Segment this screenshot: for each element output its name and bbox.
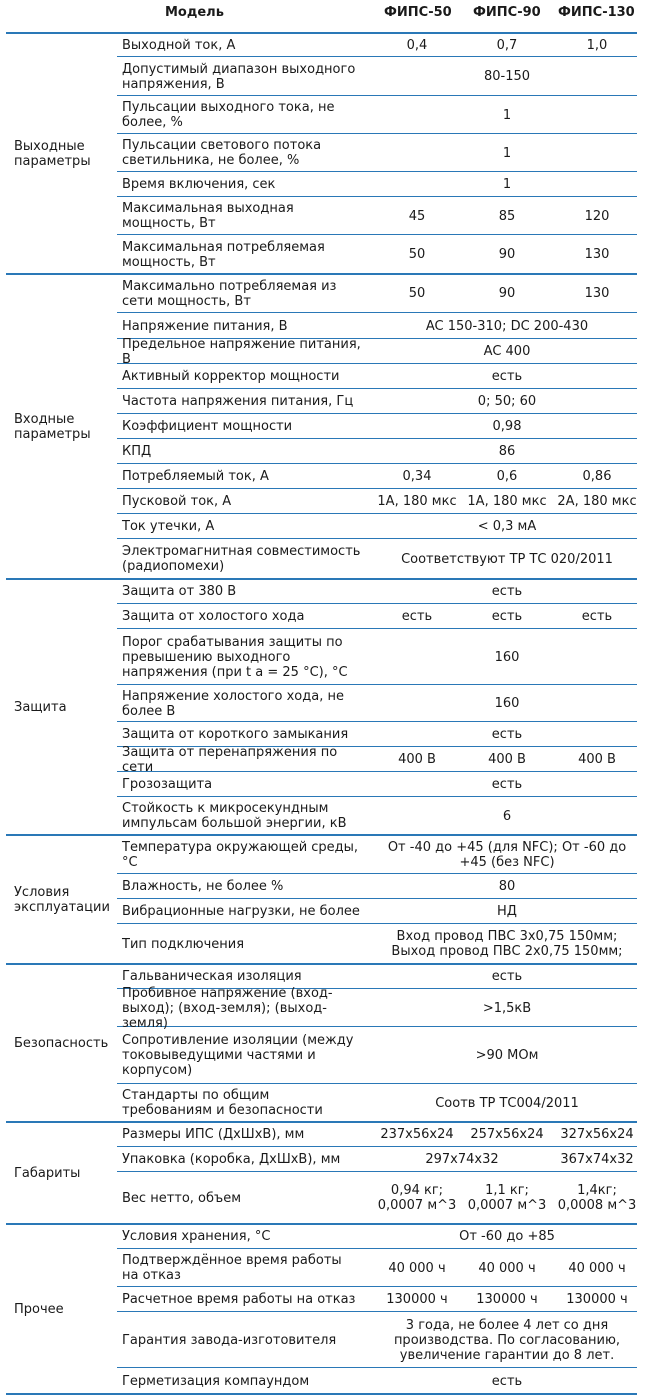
param-value: 40 000 ч (568, 1260, 626, 1276)
param-name: Условия хранения, °С (122, 1229, 271, 1244)
param-value: 40 000 ч (478, 1260, 536, 1276)
param-name: Выходной ток, А (122, 37, 236, 53)
param-value: 0,4 (406, 37, 428, 53)
header-fips-90: ФИПС-90 (473, 5, 541, 20)
group-label: Безопасность (14, 1035, 109, 1051)
param-value: 1,4кг; 0,0008 м^3 (557, 1183, 637, 1213)
param-value: От -40 до +45 (для NFC); От -60 до +45 (без NFC) (387, 839, 627, 870)
param-name: Гарантия завода-изготовителя (122, 1332, 337, 1348)
param-name: Максимально потребляемая из сети мощность, Вт (122, 278, 337, 309)
param-name: Максимальная потребляемая мощность, Вт (122, 239, 325, 270)
param-value: 0; 50; 60 (477, 394, 537, 409)
param-value: 130 (584, 247, 610, 262)
param-value: 160 (494, 696, 520, 711)
param-name: Порог срабатывания защиты по превышению выходного напряжения (при t а = 25 °С), °С (122, 634, 348, 680)
param-value: есть (491, 609, 523, 624)
param-name: Допустимый диапазон выходного напряжения, В (122, 61, 356, 92)
param-name: Гальваническая изоляция (122, 969, 302, 984)
param-value: Вход провод ПВС 3х0,75 150мм; Выход провод ПВС 2х0,75 150мм; (391, 929, 623, 959)
param-value: 0,86 (582, 469, 612, 484)
param-value: есть (401, 609, 433, 624)
param-name: Температура окружающей среды, °С (122, 839, 359, 870)
param-value: 50 (408, 286, 426, 301)
param-value: 3 года, не более 4 лет со дня производства. По согласованию, увеличение гарантии до 8 лет. (393, 1317, 621, 1363)
param-value: есть (491, 777, 523, 792)
param-value: < 0,3 мА (477, 519, 537, 534)
param-name: Пробивное напряжение (вход-выход); (вход-земля); (выход-земля) (122, 985, 333, 1031)
param-name: Пульсации светового потока светильника, не более, % (122, 138, 322, 168)
param-value: 400 В (398, 752, 436, 767)
param-value: 80 (498, 879, 516, 894)
param-value: есть (491, 584, 523, 599)
param-value: 0,34 (402, 469, 432, 484)
param-value: 0,94 кг; 0,0007 м^3 (377, 1183, 457, 1213)
param-name: Потребляемый ток, А (122, 469, 269, 484)
param-value: 130000 ч (476, 1292, 538, 1307)
param-name: Расчетное время работы на отказ (122, 1292, 356, 1307)
param-value: 160 (494, 649, 520, 665)
param-value: AC 150-310; DC 200-430 (425, 318, 589, 334)
param-value: 1А, 180 мкс (377, 494, 457, 509)
param-value: 1 (502, 107, 512, 123)
param-value: 1А, 180 мкс (467, 494, 547, 509)
param-name: Стойкость к микросекундным импульсам большой энергии, кВ (122, 801, 347, 831)
param-name: Защита от 380 В (122, 584, 237, 599)
param-value: >90 МОм (475, 1048, 539, 1063)
param-value: От -60 до +85 (459, 1229, 555, 1244)
param-name: Грозозащита (122, 777, 213, 792)
param-name: Стандарты по общим требованиям и безопасности (122, 1088, 323, 1118)
param-value: есть (491, 1373, 523, 1389)
param-value: 237х56х24 (380, 1127, 454, 1142)
group-label: Габариты (14, 1165, 81, 1181)
param-name: Пусковой ток, А (122, 494, 232, 509)
param-name: Защита от короткого замыкания (122, 727, 349, 742)
param-value: Соответствуют ТР ТС 020/2011 (401, 551, 613, 567)
param-name: Вес нетто, объем (122, 1190, 242, 1206)
param-value: 130000 ч (566, 1292, 628, 1307)
param-name: Упаковка (коробка, ДхШхВ), мм (122, 1152, 341, 1167)
param-value: 90 (498, 247, 516, 262)
param-value: 0,6 (496, 469, 518, 484)
param-value: 6 (502, 808, 512, 824)
param-value: 400 В (488, 752, 526, 767)
group-label: Защита (14, 699, 67, 715)
group-label: Входные параметры (14, 411, 91, 442)
param-name: Время включения, сек (122, 177, 276, 192)
param-name: Коэффициент мощности (122, 419, 293, 434)
param-name: Пульсации выходного тока, не более, % (122, 100, 335, 130)
param-value: есть (491, 727, 523, 742)
param-name: Предельное напряжение питания, В (122, 336, 361, 367)
param-value: 85 (498, 208, 516, 224)
param-value: 80-150 (483, 69, 531, 84)
param-value: 40 000 ч (388, 1260, 446, 1276)
param-value: 1 (502, 177, 512, 192)
param-name: Частота напряжения питания, Гц (122, 394, 354, 409)
param-name: Сопротивление изоляции (между токовыведущими частями и корпусом) (122, 1033, 354, 1078)
param-value: 297х74х32 (425, 1152, 499, 1167)
group-label: Условия эксплуатации (14, 884, 110, 915)
table-bottom-border (6, 1393, 637, 1395)
param-value: >1,5кВ (482, 1000, 532, 1016)
param-name: Электромагнитная совместимость (радиопомехи) (122, 544, 361, 574)
param-value: есть (491, 969, 523, 984)
param-name: Вибрационные нагрузки, не более (122, 904, 360, 919)
param-value: 400 В (578, 752, 616, 767)
param-value: AC 400 (483, 344, 531, 359)
param-value: 130 (584, 286, 610, 301)
param-value: 130000 ч (386, 1292, 448, 1307)
param-value: 1,0 (586, 37, 608, 53)
param-name: Размеры ИПС (ДхШхВ), мм (122, 1127, 305, 1142)
param-value: 90 (498, 286, 516, 301)
param-value: 50 (408, 247, 426, 262)
param-name: Максимальная выходная мощность, Вт (122, 201, 294, 231)
header-fips-130: ФИПС-130 (558, 5, 635, 20)
param-name: Тип подключения (122, 936, 245, 952)
param-value: 86 (498, 444, 516, 459)
param-value: НД (497, 904, 517, 919)
param-value: 1 (502, 145, 512, 161)
param-value: 367х74х32 (560, 1152, 634, 1167)
param-value: Соотв ТР ТС004/2011 (435, 1095, 579, 1111)
param-name: Подтверждённое время работы на отказ (122, 1253, 342, 1283)
param-name: Напряжение питания, В (122, 318, 288, 334)
param-name: Защита от холостого хода (122, 609, 305, 624)
param-value: есть (491, 369, 523, 384)
param-name: Напряжение холостого хода, не более В (122, 688, 344, 719)
param-name: Влажность, не более % (122, 879, 284, 894)
header-fips-50: ФИПС-50 (384, 5, 452, 20)
param-value: есть (581, 609, 613, 624)
group-label: Прочее (14, 1301, 64, 1317)
header-model: Модель (165, 5, 224, 20)
param-value: 1,1 кг; 0,0007 м^3 (467, 1183, 547, 1213)
param-name: Защита от перенапряжения по сети (122, 744, 338, 775)
group-label: Выходные параметры (14, 138, 91, 169)
param-value: 0,98 (492, 419, 522, 434)
param-value: 45 (408, 208, 426, 224)
param-name: Активный корректор мощности (122, 369, 340, 384)
param-value: 257х56х24 (470, 1127, 544, 1142)
param-name: Ток утечки, А (122, 519, 215, 534)
param-value: 327х56х24 (560, 1127, 634, 1142)
param-name: КПД (122, 444, 152, 459)
param-value: 0,7 (496, 37, 518, 53)
param-value: 120 (584, 208, 610, 224)
param-name: Герметизация компаундом (122, 1373, 310, 1389)
param-value: 2А, 180 мкс (557, 494, 637, 509)
